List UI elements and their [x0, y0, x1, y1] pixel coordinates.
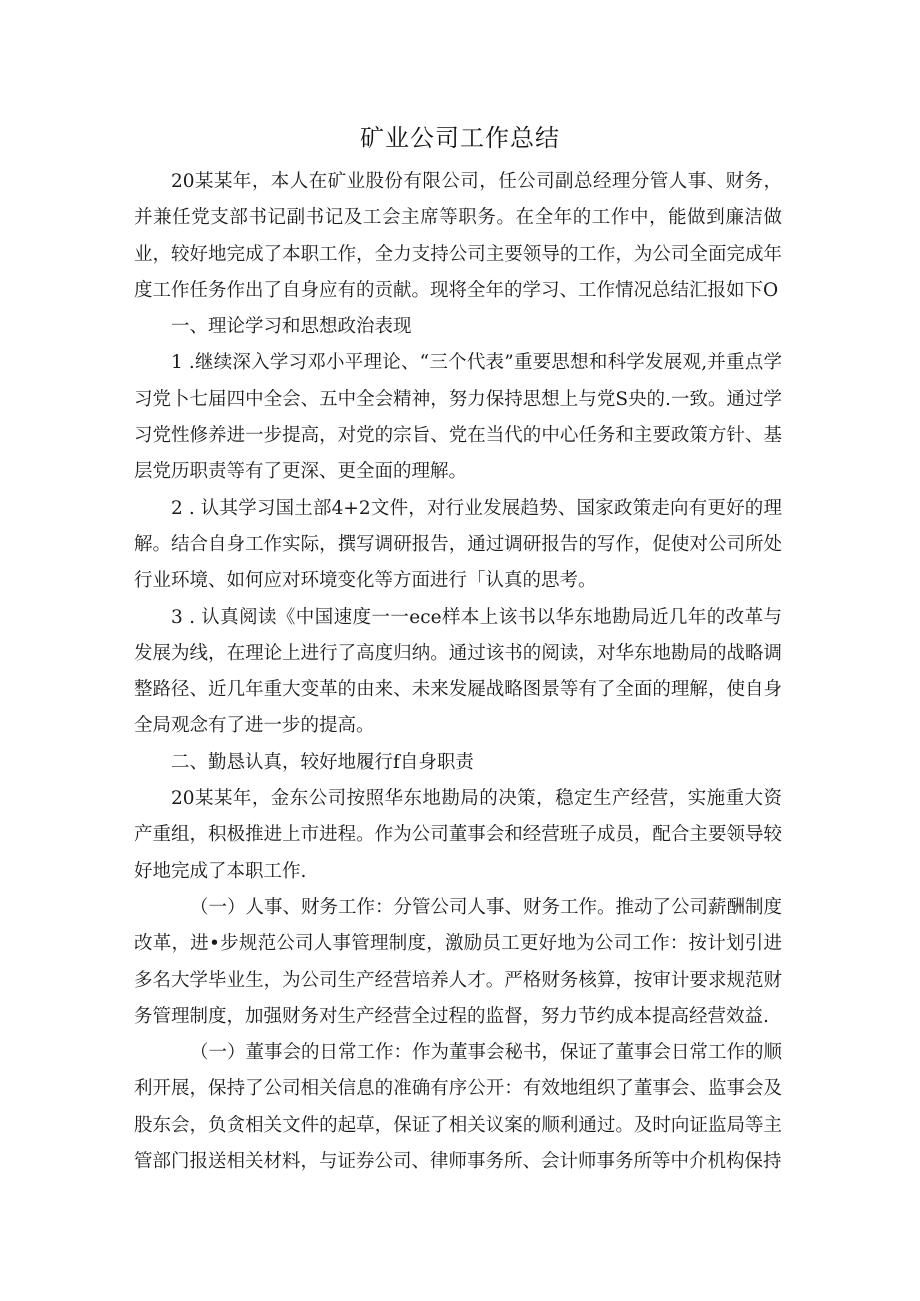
section-heading-1: 一、理论学习和思想政治表现 — [171, 316, 412, 338]
paragraph-item-3: 3 . 认真阅读《中国速度一一ece样本上该书以华东地勘局近几年的改革与发展为线，在理论上进行了高度归纳。通过该书的阅读，对华东地勘局的战略调整路径、近几年重大变革的由来、未来发屣战略图景等有了全面的理解，使自身全局观念有了进一步的提高。 — [134, 606, 782, 737]
paragraph-board-work: （一）董事会的日常工作：作为董事会秘书，保证了董事会日常工作的顺利开展，保持了公司相关信息的准确有序公开：有效地组织了董事会、监事会及股东会，负贪相关文件的起草，保证了相关议案的顺利通过。及时向证监局等主管部门报送相关材料，与证券公司、律师事务所、会计师事务所等中介机构保持 — [134, 1042, 783, 1173]
paragraph-hr-finance: （一）人事、财务工作：分管公司人事、财务工作。推动了公司薪酬制度改革，进•步规范公司人事管理制度，激励员工更好地为公司工作：按计划引进多名大学毕业生，为公司生产经营培养人才。严格财务核算，按审计要求规范财务管理制度，加强财务对生产经营全过程的监督，努力节约成本提高经营效益. — [134, 896, 783, 1027]
document-body — [134, 164, 782, 1180]
paragraph-section-2-intro: 20某某年，金东公司按照华东地勘局的决策，稳定生产经营，实施重大资产重组，积极推进上市进程。作为公司董事会和经营班子成员，配合主要领导较好地完成了本职工作. — [134, 788, 782, 882]
document-title: 矿业公司工作总结 — [360, 124, 560, 152]
paragraph-intro: 20某某年，本人在矿业股份有限公司，任公司副总经理分管人事、财务，并兼任党支部书记副书记及工会主席等职务。在全年的工作中，能做到廉洁做业，较好地完成了本职工作，全力支持公司主要领导的工作，为公司全面完成年度工作任务作出了自身应有的贡献。现将全年的学习、工作情况总结汇报如下O — [134, 171, 782, 301]
paragraph-item-2: 2 . 认其学习国土部4+2文件，对行业发展趋势、国家政策走向有更好的理解。结合自身工作实际，撰写调研报告，通过调研报告的写作，促使对公司所处行业环境、如何应对环境变化等方面进行「认真的思考。 — [134, 497, 782, 592]
paragraph-item-1: 1 .继续深入学习邓小平理论、“三个代表”重要思想和科学发展观,并重点学习党卜七届四中全会、五中全会精神，努力保持思想上与党S央的.一致。通过学习党性修养进一步提高，对党的宗旨、党在当代的中心任务和主要政策方针、基层党历职责等有了更深、更全面的理解。 — [134, 352, 782, 483]
section-heading-2: 二、勤恳认真，较好地履行f自身职责 — [171, 751, 474, 773]
